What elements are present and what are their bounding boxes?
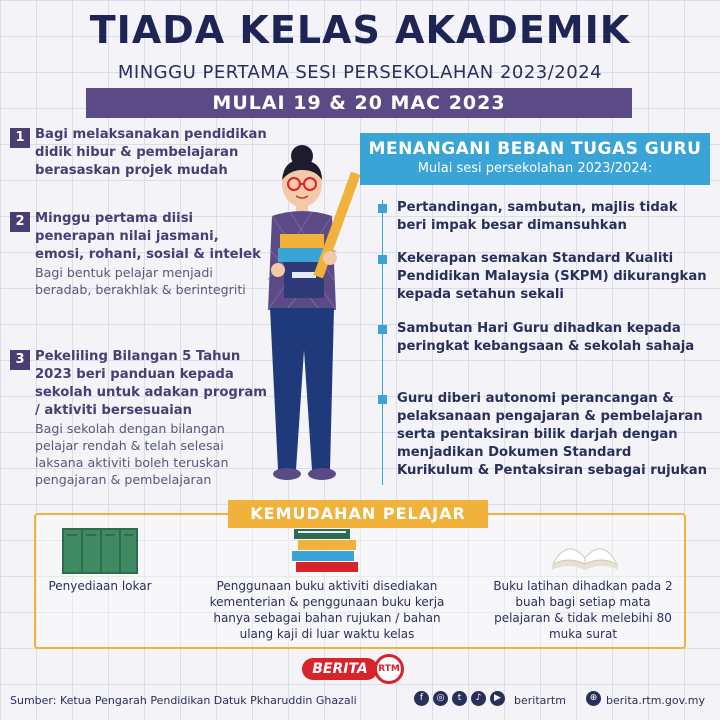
instagram-icon[interactable]: ◎ [433,691,448,706]
social-handle[interactable]: beritartm [514,694,566,707]
tiktok-icon[interactable]: ♪ [471,691,486,706]
locker-icon [62,528,138,574]
point-2 [10,210,270,298]
workload-bullet-4 [378,390,708,480]
workload-bullet-2 [378,250,708,304]
facility-exercise-book-text: Buku latihan dihadkan pada 2 buah bagi setiap mata pelajaran & tidak melebihi 80 muka surat [493,579,673,641]
twitter-icon[interactable]: t [452,691,467,706]
bullet-square-icon [378,204,387,213]
berita-rtm-logo [302,654,418,684]
workload-bullet-text: Kekerapan semakan Standard Kualiti Pendidikan Malaysia (SKPM) dikurangkan kepada setahun sekali [397,251,707,302]
bullet-square-icon [378,325,387,334]
workload-bullet-text: Guru diberi autonomi perancangan & pelaksanaan pengajaran & pembelajaran serta pentaksiran bilik darjah dengan menjadikan Dokumen Standard Kurikulum & Pentaksiran sebagai rujukan [397,391,708,478]
point-3 [10,348,270,488]
logo-rtm: RTM [374,654,404,684]
teacher-illustration-icon [250,140,370,495]
student-facilities-heading: KEMUDAHAN PELAJAR [228,500,488,528]
teacher-workload-header [360,133,710,185]
youtube-icon[interactable]: ▶ [490,691,505,706]
point-main-text: Pekeliling Bilangan 5 Tahun 2023 beri panduan kepada sekolah untuk adakan program / aktiviti bersesuaian [35,349,267,418]
date-banner: MULAI 19 & 20 MAC 2023 [86,88,632,118]
social-icons [414,691,505,706]
facility-locker-text: Penyediaan lokar [48,579,152,593]
page-title: TIADA KELAS AKADEMIK [89,8,631,52]
workload-bullet-1 [378,199,708,235]
globe-icon: ⊕ [586,691,601,706]
teacher-workload-heading: MENANGANI BEBAN TUGAS GURU [368,139,702,159]
point-number: 3 [10,350,30,370]
workload-bullet-text: Pertandingan, sambutan, majlis tidak beri impak besar dimansuhkan [397,200,678,233]
logo-berita: BERITA [302,658,378,680]
source-credit: Sumber: Ketua Pengarah Pendidikan Datuk Pkharuddin Ghazali [10,694,357,707]
point-sub-text: Bagi sekolah dengan bilangan pelajar rendah & telah selesai laksana aktiviti boleh teruskan pengajaran & pembelajaran [35,421,229,487]
point-main-text: Bagi melaksanakan pendidikan didik hibur & pembelajaran berasaskan projek mudah [35,127,267,178]
page-subtitle: MINGGU PERTAMA SESI PERSEKOLAHAN 2023/2024 [117,62,603,83]
bullet-square-icon [378,255,387,264]
teacher-workload-subheading: Mulai sesi persekolahan 2023/2024: [417,161,653,176]
point-1 [10,126,270,180]
website-link[interactable]: berita.rtm.gov.my [606,694,706,707]
point-main-text: Minggu pertama diisi penerapan nilai jasmani, emosi, rohani, sosial & intelek [35,211,261,262]
facebook-icon[interactable]: f [414,691,429,706]
facility-activity-book-text: Penggunaan buku aktiviti disediakan kementerian & penggunaan buku kerja hanya sebagai bahan rujukan / bahan ulang kaji di luar waktu kelas [209,579,445,641]
books-stack-icon [290,524,362,574]
point-sub-text: Bagi bentuk pelajar menjadi beradab, berakhlak & berintegriti [35,265,246,297]
bullet-square-icon [378,395,387,404]
workload-bullet-text: Sambutan Hari Guru dihadkan kepada peringkat kebangsaan & sekolah sahaja [397,321,695,354]
point-number: 2 [10,212,30,232]
point-number: 1 [10,128,30,148]
open-book-icon [548,528,622,574]
workload-bullet-3 [378,320,708,356]
